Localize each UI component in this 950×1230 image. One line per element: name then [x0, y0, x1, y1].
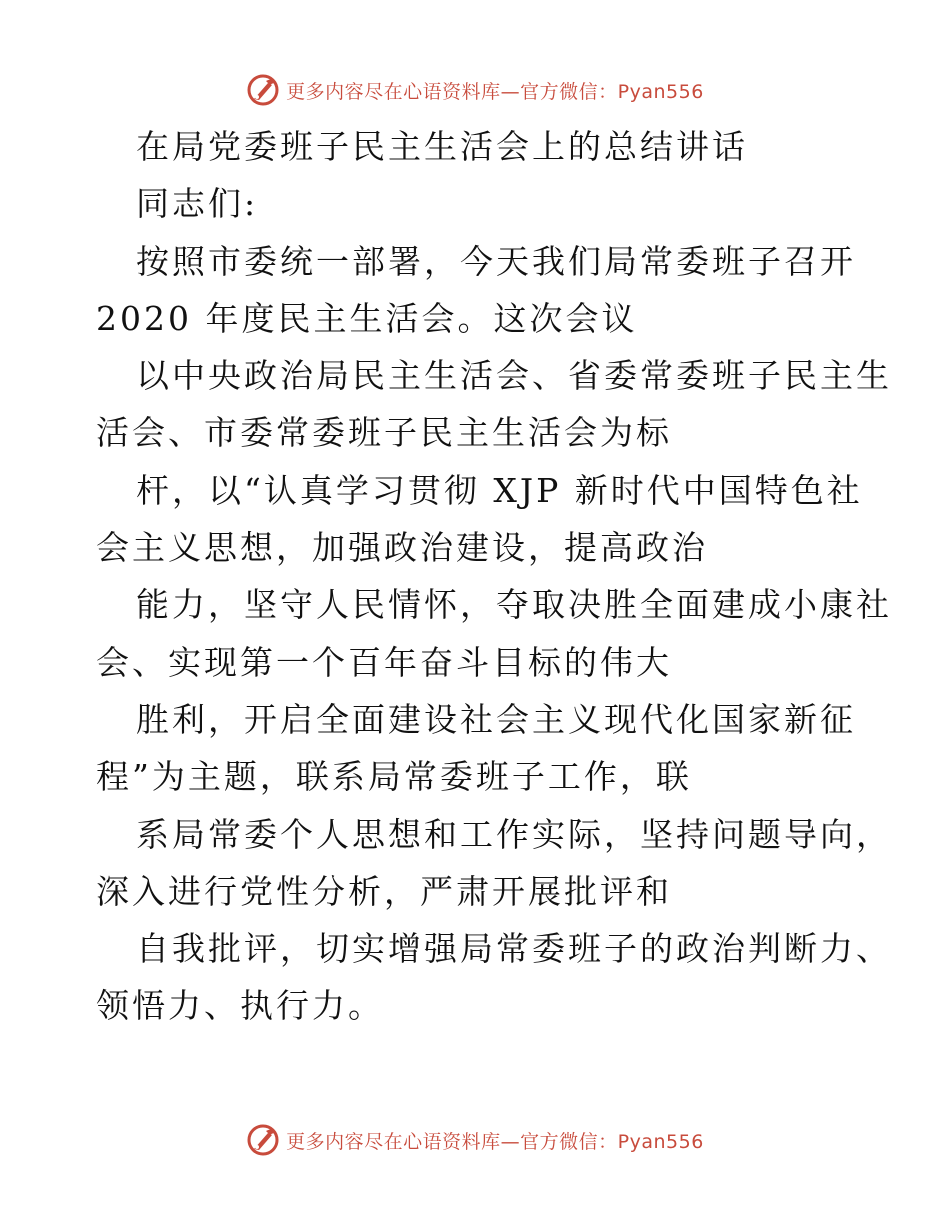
paragraph-line: 程”为主题，联系局常委班子工作，联 [96, 757, 692, 797]
paragraph-line: 胜利，开启全面建设社会主义现代化国家新征 [136, 699, 856, 739]
quill-logo-icon [246, 1123, 280, 1157]
paragraph-line: 领悟力、执行力。 [96, 986, 384, 1026]
paragraph-line: 会主义思想，加强政治建设，提高政治 [96, 528, 708, 568]
watermark-text: 更多内容尽在心语资料库—官方微信：Pyan556 [286, 1130, 704, 1153]
paragraph-line: 能力，坚守人民情怀，夺取决胜全面建成小康社 [136, 585, 892, 625]
paragraph-line: 按照市委统一部署，今天我们局常委班子召开 [136, 241, 856, 281]
paragraph-line: 会、实现第一个百年奋斗目标的伟大 [96, 642, 672, 682]
paragraph-line: 2020 年度民主生活会。这次会议 [96, 298, 638, 338]
salutation: 同志们: [136, 184, 259, 224]
paragraph-line: 以中央政治局民主生活会、省委常委班子民主生 [136, 356, 892, 396]
watermark-wechat-id: Pyan556 [617, 80, 704, 103]
header-watermark [0, 70, 950, 110]
paragraph-line: 杆，以“认真学习贯彻 XJP 新时代中国特色社 [136, 470, 863, 510]
paragraph-line: 自我批评，切实增强局常委班子的政治判断力、 [136, 929, 892, 969]
paragraph-line: 活会、市委常委班子民主生活会为标 [96, 413, 672, 453]
document-body [96, 118, 892, 1035]
footer-watermark [0, 1120, 950, 1160]
watermark-wechat-id: Pyan556 [617, 1130, 704, 1153]
paragraph-line: 系局常委个人思想和工作实际，坚持问题导向， [136, 814, 892, 854]
watermark-text: 更多内容尽在心语资料库—官方微信：Pyan556 [286, 80, 704, 103]
document-title: 在局党委班子民主生活会上的总结讲话 [136, 127, 748, 166]
paragraph-line: 深入进行党性分析，严肃开展批评和 [96, 871, 672, 911]
quill-logo-icon [246, 73, 280, 107]
